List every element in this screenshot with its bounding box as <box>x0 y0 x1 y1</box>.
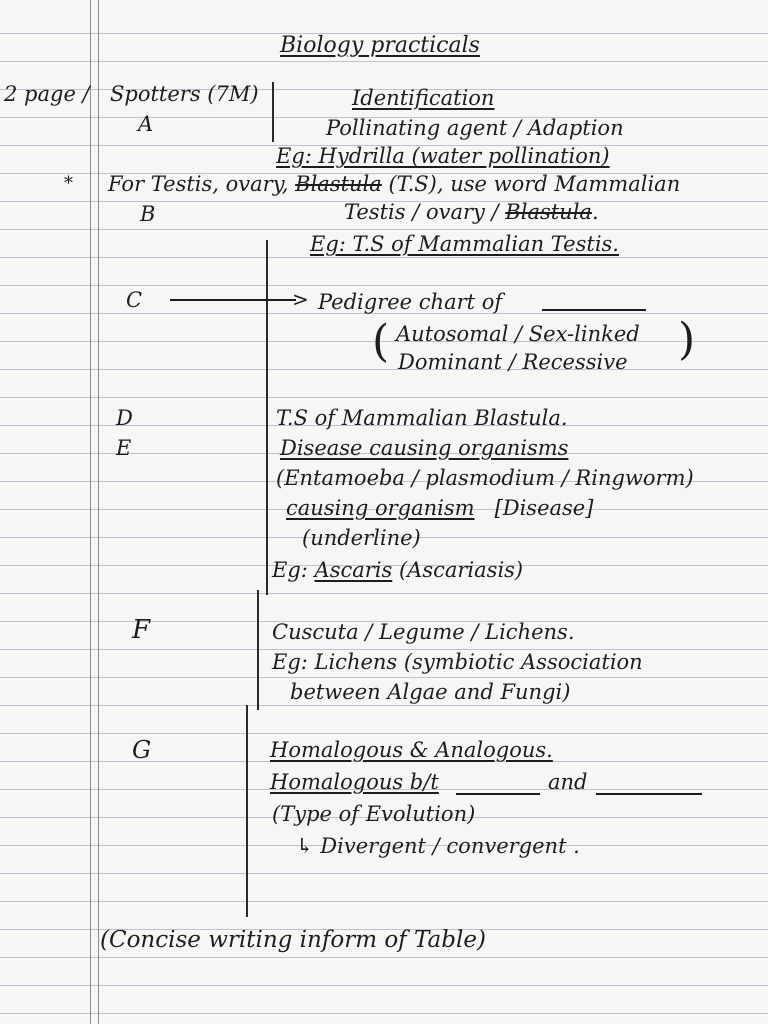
row-e-line2: (Entamoeba / plasmodium / Ringworm) <box>276 466 694 490</box>
row-e-eg <box>272 558 523 582</box>
star-note <box>108 172 680 196</box>
divider-bottom <box>246 705 248 917</box>
row-b-line1 <box>344 200 599 224</box>
star-note-pre: For Testis, ovary, <box>108 172 296 196</box>
row-g-line2a: Homalogous b/t <box>270 770 439 794</box>
row-b-eg-text: Eg: T.S of Mammalian Testis. <box>310 232 619 256</box>
row-g-letter: G <box>132 736 152 764</box>
row-d-letter: D <box>116 406 133 430</box>
row-d-line1: T.S of Mammalian Blastula. <box>276 406 568 430</box>
row-a-letter: A <box>138 112 154 136</box>
star-note-struck: Blastula <box>295 172 382 196</box>
row-b-line1-pre: Testis / ovary / <box>344 200 506 224</box>
row-f-line3: between Algae and Fungi) <box>290 680 571 704</box>
row-e-line3-gap <box>475 496 495 520</box>
row-e-line3 <box>286 496 593 520</box>
star-marker: * <box>64 173 73 194</box>
star-note-post: (T.S), use word Mammalian <box>381 172 681 196</box>
row-f-letter: F <box>132 615 151 645</box>
row-f-line2: Eg: Lichens (symbiotic Association <box>272 650 643 674</box>
row-e-line4: (underline) <box>302 526 421 550</box>
row-g-line2b: and <box>548 770 588 794</box>
row-b-line1-struck: Blastula <box>505 200 592 224</box>
row-g-line3: (Type of Evolution) <box>272 802 476 826</box>
row-e-eg-post: (Ascariasis) <box>392 558 524 582</box>
row-a-eg <box>276 144 610 168</box>
divider-lower <box>257 590 259 710</box>
divider-top <box>272 82 274 142</box>
row-c-line2: Autosomal / Sex-linked <box>396 322 640 346</box>
row-e-eg-pre: Eg: <box>272 558 315 582</box>
row-e-line1: Disease causing organisms <box>280 436 569 460</box>
row-c-line1: Pedigree chart of <box>318 290 503 314</box>
row-a-eg-text: Eg: Hydrilla (water pollination) <box>276 144 610 168</box>
divider-main <box>266 240 268 595</box>
row-c-letter: C <box>126 288 143 312</box>
row-a-line1: Pollinating agent / Adaption <box>326 116 624 140</box>
c-close-paren: ) <box>678 314 696 365</box>
row-c-line3: Dominant / Recessive <box>398 350 628 374</box>
row-f-line1: Cuscuta / Legume / Lichens. <box>272 620 575 644</box>
row-g-blank-2 <box>596 793 702 795</box>
margin-note: 2 page / <box>4 82 90 106</box>
c-open-paren: ( <box>372 316 390 367</box>
row-g-line4: ↳ Divergent / convergent . <box>296 834 580 858</box>
c-arrow <box>170 299 296 301</box>
row-g-line1: Homalogous & Analogous. <box>270 738 553 762</box>
row-g-line2 <box>270 770 439 794</box>
row-g-blank-1 <box>456 793 540 795</box>
row-b-eg <box>310 232 619 256</box>
page-title: Biology practicals <box>280 33 480 58</box>
c-arrow-head: > <box>292 287 309 311</box>
spotters-heading: Spotters (7M) <box>110 82 259 106</box>
identification-heading: Identification <box>352 86 495 110</box>
margin-line-2 <box>98 0 99 1024</box>
row-b-letter: B <box>140 202 156 226</box>
footer-note: (Concise writing inform of Table) <box>100 927 486 953</box>
row-c-blank <box>542 309 646 311</box>
row-e-line3a: causing organism <box>286 496 475 520</box>
row-b-line1-post: . <box>591 200 599 224</box>
row-e-line3b: [Disease] <box>494 496 594 520</box>
row-e-eg-main: Ascaris <box>314 558 393 582</box>
margin-line-1 <box>90 0 91 1024</box>
row-e-letter: E <box>116 436 132 460</box>
